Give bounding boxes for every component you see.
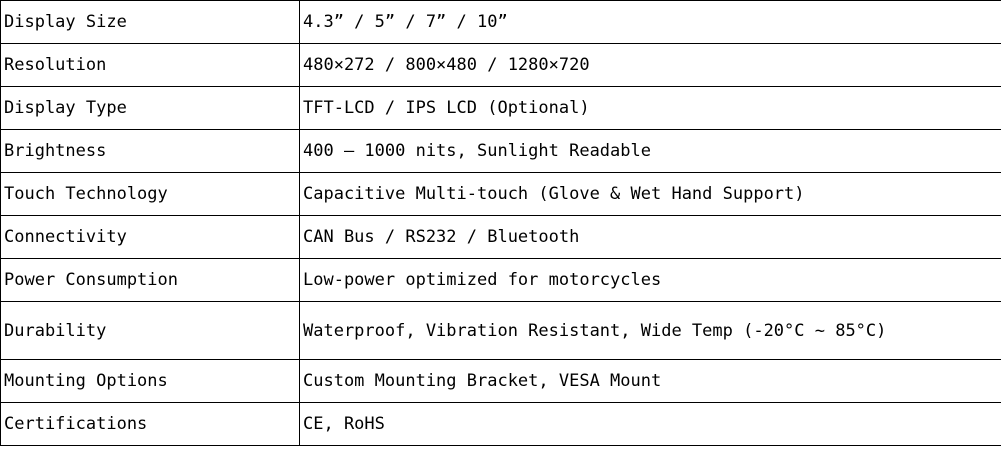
table-row — [1, 360, 1001, 403]
row-value-mounting-options: Custom Mounting Bracket, VESA Mount — [300, 360, 1001, 403]
row-value-certifications: CE, RoHS — [300, 403, 1001, 446]
row-label-connectivity: Connectivity — [1, 216, 300, 259]
row-label-brightness: Brightness — [1, 130, 300, 173]
table-row — [1, 173, 1001, 216]
table-row — [1, 87, 1001, 130]
row-label-touch-technology: Touch Technology — [1, 173, 300, 216]
table-row — [1, 403, 1001, 446]
row-label-resolution: Resolution — [1, 44, 300, 87]
table-row — [1, 44, 1001, 87]
table-row — [1, 259, 1001, 302]
row-label-certifications: Certifications — [1, 403, 300, 446]
table-row — [1, 130, 1001, 173]
spec-table-body — [1, 1, 1001, 446]
row-value-power-consumption: Low-power optimized for motorcycles — [300, 259, 1001, 302]
row-value-display-size: 4.3” / 5” / 7” / 10” — [300, 1, 1001, 44]
row-label-display-type: Display Type — [1, 87, 300, 130]
table-row — [1, 302, 1001, 360]
table-row — [1, 1, 1001, 44]
row-label-display-size: Display Size — [1, 1, 300, 44]
row-value-resolution: 480×272 / 800×480 / 1280×720 — [300, 44, 1001, 87]
row-value-connectivity: CAN Bus / RS232 / Bluetooth — [300, 216, 1001, 259]
row-label-mounting-options: Mounting Options — [1, 360, 300, 403]
row-label-durability: Durability — [1, 302, 300, 360]
table-row — [1, 216, 1001, 259]
row-label-power-consumption: Power Consumption — [1, 259, 300, 302]
row-value-durability: Waterproof, Vibration Resistant, Wide Temp (-20°C ~ 85°C) — [300, 302, 1001, 360]
row-value-touch-technology: Capacitive Multi-touch (Glove & Wet Hand Support) — [300, 173, 1001, 216]
row-value-display-type: TFT-LCD / IPS LCD (Optional) — [300, 87, 1001, 130]
row-value-brightness: 400 – 1000 nits, Sunlight Readable — [300, 130, 1001, 173]
